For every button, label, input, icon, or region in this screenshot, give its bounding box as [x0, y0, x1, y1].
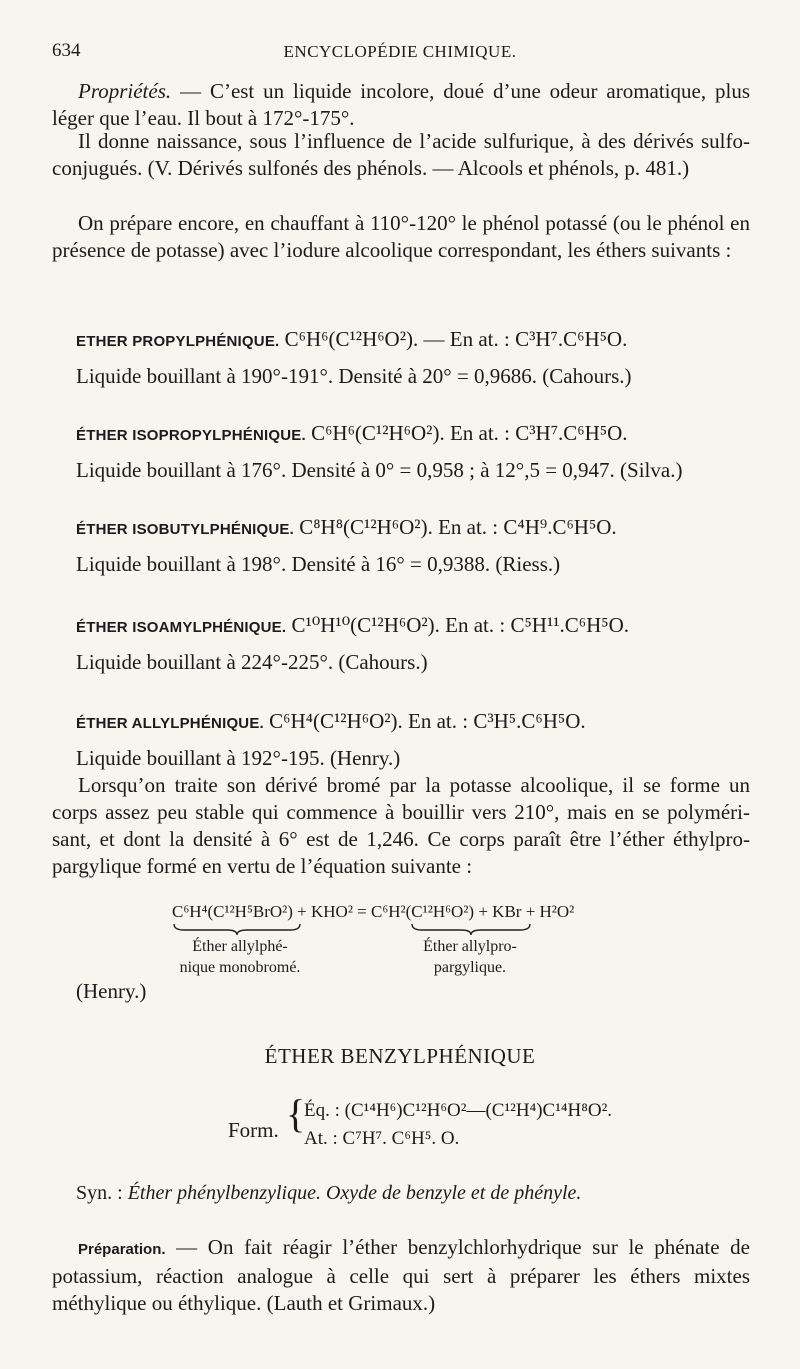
preparation-label: Préparation. — [78, 1241, 166, 1258]
paragraph-allyl-bromide: Lorsqu’on traite son dérivé bromé par la potasse alcoolique, il se forme un corps assez peu stable qui commence à bouillir vers 210°, mais en se polyméri-sant, et dont la densité à 6° est de 1,246. Ce corps paraît être l’éther éthylpro-pargylique formé en vertu de l’équation suivante : — [52, 773, 750, 878]
entry-name: ETHER PROPYLPHÉNIQUE. — [76, 333, 280, 350]
entry-heading — [76, 612, 629, 641]
paragraph-properties — [52, 78, 750, 132]
page-header — [52, 40, 748, 70]
properties-label: Propriétés. — [78, 79, 172, 103]
paragraph-preparation — [52, 1234, 750, 1317]
synonyms-line — [76, 1182, 581, 1205]
entry-name: ÉTHER ISOPROPYLPHÉNIQUE. — [76, 427, 306, 444]
synonyms-prefix: Syn. : — [76, 1182, 128, 1204]
entry-heading — [76, 708, 586, 737]
preparation-text: — On fait réagir l’éther benzylchlorhydrique sur le phénate de potassium, réaction analogue à celle qui sert à préparer les éthers mixtes méthylique ou éthylique. (Lauth et Grimaux.) — [52, 1235, 750, 1315]
entry-formula: C¹⁰H¹⁰(C¹²H⁶O²). En at. : C⁵H¹¹.C⁶H⁵O. — [291, 613, 630, 637]
properties-text: — C’est un liquide incolore, doué d’une odeur aromatique, plus léger que l’eau. Il bout à 172°-175°. — [52, 79, 750, 130]
entry-formula: C⁸H⁸(C¹²H⁶O²). En at. : C⁴H⁹.C⁶H⁵O. — [299, 515, 617, 539]
henry-citation: (Henry.) — [76, 979, 147, 1003]
note-left-line2: nique monobromé. — [179, 959, 301, 976]
entry-name: ÉTHER ISOBUTYLPHÉNIQUE. — [76, 521, 294, 538]
entry-formula: C⁶H⁴(C¹²H⁶O²). En at. : C³H⁵.C⁶H⁵O. — [269, 709, 586, 733]
formula-at-row: At. : C⁷H⁷. C⁶H⁵. O. — [304, 1128, 460, 1149]
entry-formula: C⁶H⁶(C¹²H⁶O²). En at. : C³H⁷.C⁶H⁵O. — [311, 421, 628, 445]
entry-detail: Liquide bouillant à 198°. Densité à 16° = 0,9388. (Riess.) — [76, 552, 561, 576]
formula-eq-row: Éq. : (C¹⁴H⁶)C¹²H⁶O²—(C¹²H⁴)C¹⁴H⁸O². — [304, 1100, 613, 1121]
entry-heading — [76, 514, 617, 543]
entry-heading — [76, 326, 627, 355]
note-right — [390, 936, 550, 978]
entry-detail: Liquide bouillant à 224°-225°. (Cahours.) — [76, 650, 428, 674]
running-title: ENCYCLOPÉDIE CHIMIQUE. — [283, 42, 517, 61]
page-number: 634 — [52, 40, 81, 61]
entry-formula: C⁶H⁶(C¹²H⁶O²). — En at. : C³H⁷.C⁶H⁵O. — [284, 327, 628, 351]
entry-detail: Liquide bouillant à 192°-195. (Henry.) — [76, 746, 401, 770]
underbrace-right — [410, 922, 532, 936]
reaction-equation: C⁶H⁴(C¹²H⁵BrO²) + KHO² = C⁶H²(C¹²H⁶O²) + KBr + H²O² — [172, 902, 575, 921]
entry-name: ÉTHER ALLYLPHÉNIQUE. — [76, 715, 264, 732]
paragraph-preparation-intro: On prépare encore, en chauffant à 110°-120° le phénol potassé (ou le phénol en présence de potasse) avec l’iodure alcoolique correspondant, les éthers suivants : — [52, 211, 750, 262]
note-right-line2: pargylique. — [433, 959, 507, 976]
synonyms-text: Éther phénylbenzylique. Oxyde de benzyle et de phényle. — [127, 1182, 582, 1204]
entry-heading — [76, 420, 628, 449]
note-left — [150, 936, 330, 978]
formula-brace: { — [286, 1091, 306, 1136]
section-title: ÉTHER BENZYLPHÉNIQUE — [264, 1044, 536, 1068]
note-right-line1: Éther allylpro- — [423, 938, 517, 955]
paragraph-sulfo: Il donne naissance, sous l’influence de l’acide sulfurique, à des dérivés sulfo-conjugués. (V. Dérivés sulfonés des phénols. — Alcools et phénols, p. 481.) — [52, 129, 750, 180]
entry-detail: Liquide bouillant à 176°. Densité à 0° = 0,958 ; à 12°,5 = 0,947. (Silva.) — [76, 458, 683, 482]
formula-label: Form. — [228, 1118, 279, 1142]
entry-detail: Liquide bouillant à 190°-191°. Densité à 20° = 0,9686. (Cahours.) — [76, 364, 632, 388]
note-left-line1: Éther allylphé- — [192, 938, 288, 955]
entry-name: ÉTHER ISOAMYLPHÉNIQUE. — [76, 619, 287, 636]
underbrace-left — [172, 922, 302, 936]
